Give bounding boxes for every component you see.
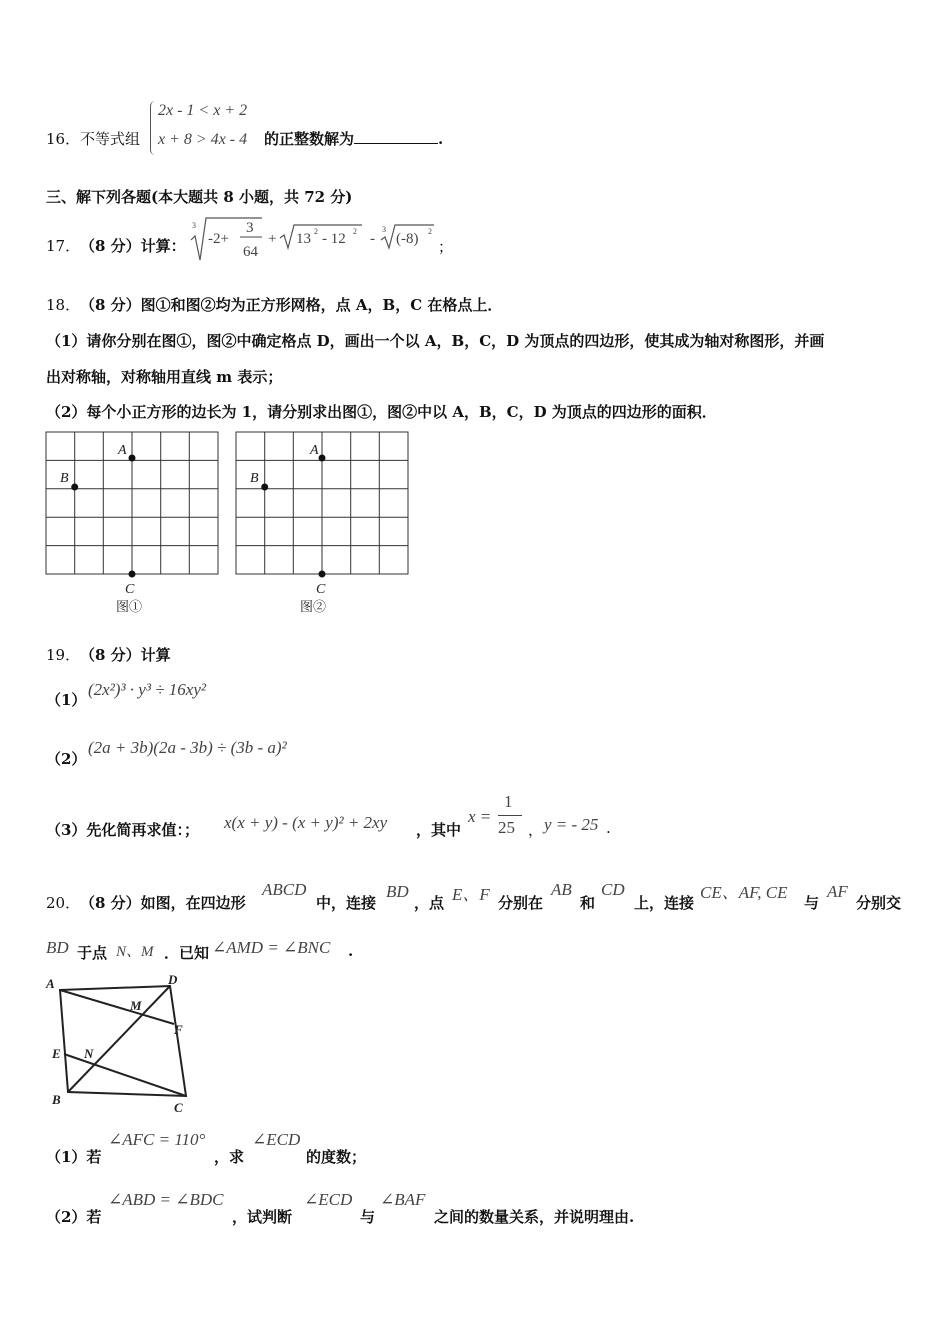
label-e: E: [52, 1046, 61, 1061]
q19-part3-y: y = - 25: [544, 815, 599, 834]
q19-part3-frac-num: 1: [504, 792, 513, 811]
q20-bd-2: BD: [46, 938, 69, 957]
q20-part2-end: 之间的数量关系，并说明理由.: [434, 1208, 635, 1226]
q20-quadrilateral-figure: [44, 972, 204, 1120]
q20-lines: CE、AF, CE: [700, 883, 788, 902]
q20-ab: AB: [551, 880, 572, 899]
segment-ce: [64, 1054, 186, 1096]
q18-part1-line2: 出对称轴，对称轴用直线 m 表示；: [46, 368, 283, 386]
fraction-denominator: 64: [243, 244, 258, 260]
q18-part2: （2）每个小正方形的边长为 1，请分别求出图①，图②中以 A，B，C，D 为顶点的四边形的面积．: [46, 403, 717, 421]
svg-text:2: 2: [428, 227, 432, 236]
svg-text:A: A: [118, 443, 127, 458]
q20-part2-expression: ∠ABD = ∠BDC: [108, 1190, 224, 1209]
radicand-3: (-8): [396, 231, 419, 247]
svg-text:C: C: [125, 582, 135, 597]
svg-text:-: -: [370, 231, 375, 247]
point-a: [319, 455, 326, 462]
q16-brace: [150, 101, 155, 155]
q16-prefix: 不等式组: [80, 130, 141, 148]
q20-number: 20．: [46, 894, 81, 912]
answer-blank[interactable]: [354, 129, 438, 144]
q16-number: 16．: [46, 130, 81, 148]
q20-cd: CD: [601, 880, 625, 899]
figure-2-label: 图②: [300, 599, 327, 614]
q19-part3-expression: x(x + y) - (x + y)² + 2xy: [224, 813, 388, 832]
q17-label: （8 分）计算：: [80, 237, 186, 255]
q19-part3-label: （3）先化简再求值：；: [46, 821, 199, 839]
fraction-numerator: 3: [246, 220, 254, 236]
q20-condition: ∠AMD = ∠BNC: [212, 938, 331, 957]
q19-part3-sep: ，: [528, 821, 544, 839]
svg-text:B: B: [250, 471, 259, 486]
q20-text-4: 分别在: [498, 894, 544, 912]
q20-part2-angle-1: ∠ECD: [304, 1190, 353, 1209]
q20-text-8: 分别交: [856, 894, 902, 912]
q17-number: 17．: [46, 237, 81, 255]
label-c: C: [174, 1100, 183, 1115]
q20-text-2: 中，连接: [316, 894, 377, 912]
q19-part1-expression: (2x²)³ · y³ ÷ 16xy²: [88, 680, 206, 699]
q19-label: （8 分）计算: [80, 646, 171, 664]
radicand-2a: 13: [296, 231, 311, 247]
point-a: [129, 455, 136, 462]
label-m: M: [130, 998, 142, 1013]
point-b: [261, 484, 268, 491]
q20-text-3: ，点: [414, 894, 445, 912]
q20-text-1: （8 分）如图，在四边形: [80, 894, 246, 912]
q19-number: 19．: [46, 646, 81, 664]
q18-number: 18．: [46, 296, 81, 314]
svg-text:+: +: [268, 231, 277, 247]
q20-ef: E、F: [452, 885, 490, 904]
q20-text-11: .: [348, 942, 354, 960]
q16-inequality-1: 2x - 1 < x + 2: [158, 102, 248, 119]
segment-bd: [68, 986, 170, 1092]
q17-expression: [188, 210, 450, 266]
q20-bd: BD: [386, 882, 409, 901]
q19-part2-expression: (2a + 3b)(2a - 3b) ÷ (3b - a)²: [88, 738, 287, 757]
q19-part3-x: x =: [468, 807, 492, 826]
point-b: [71, 484, 78, 491]
label-a: A: [46, 976, 55, 991]
radicand-1: -2+: [208, 231, 229, 247]
q20-af: AF: [827, 882, 848, 901]
q18-part1-line1: （1）请你分别在图①，图②中确定格点 D，画出一个以 A，B，C，D 为顶点的四边形，使其成为轴对称图形，并画: [46, 332, 825, 350]
figure-1-label: 图①: [116, 599, 143, 614]
q16-inequality-2: x + 8 > 4x - 4: [158, 131, 248, 148]
q20-part1-mid: ，求: [214, 1148, 245, 1166]
q20-part2-mid: ，试判断: [232, 1208, 293, 1226]
q20-nm: N、M: [116, 944, 154, 960]
q17-end: ；: [438, 238, 454, 256]
q20-part1-angle: ∠ECD: [252, 1130, 301, 1149]
q19-part3-mid: ，其中: [416, 821, 462, 839]
svg-text:B: B: [60, 471, 69, 486]
q19-part3-end: .: [606, 819, 611, 837]
section-3-title: 三、解下列各题(本大题共 8 小题，共 72 分): [46, 188, 353, 206]
q20-part2-label: （2）若: [46, 1208, 102, 1226]
cube-root-index-2: 3: [382, 225, 386, 234]
q20-text-10: ．已知: [164, 944, 210, 962]
q20-part1-expression: ∠AFC = 110°: [108, 1130, 206, 1149]
svg-text:A: A: [310, 443, 319, 458]
q20-abcd: ABCD: [262, 880, 307, 899]
q18-label: （8 分）图①和图②均为正方形网格，点 A，B，C 在格点上．: [80, 296, 503, 314]
q19-part2-label: （2）: [46, 750, 87, 768]
q20-part1-end: 的度数；: [306, 1148, 367, 1166]
point-c: [319, 571, 326, 578]
fraction-bar: [498, 815, 522, 816]
q16-suffix: 的正整数解为 .: [264, 130, 444, 148]
q20-part2-angle-2: ∠BAF: [380, 1190, 426, 1209]
svg-text:2: 2: [353, 227, 357, 236]
q20-text-9: 于点: [77, 944, 108, 962]
q20-text-5: 和: [580, 894, 596, 912]
q20-part2-and: 与: [360, 1208, 376, 1226]
q20-text-7: 与: [804, 894, 820, 912]
cube-root-index-1: 3: [192, 221, 196, 230]
label-n: N: [84, 1046, 94, 1061]
q19-part3-frac-den: 25: [498, 818, 515, 837]
q20-text-6: 上，连接: [634, 894, 695, 912]
segment-af: [60, 990, 174, 1024]
svg-text:2: 2: [314, 227, 318, 236]
label-b: B: [52, 1092, 61, 1107]
q20-part1-label: （1）若: [46, 1148, 102, 1166]
figure-1-grid: [44, 430, 224, 620]
q19-part1-label: （1）: [46, 691, 87, 709]
label-d: D: [168, 972, 178, 987]
point-c: [129, 571, 136, 578]
radicand-2b: - 12: [322, 231, 346, 247]
figure-2-grid: [234, 430, 414, 620]
label-f: F: [174, 1022, 183, 1037]
svg-text:C: C: [316, 582, 326, 597]
